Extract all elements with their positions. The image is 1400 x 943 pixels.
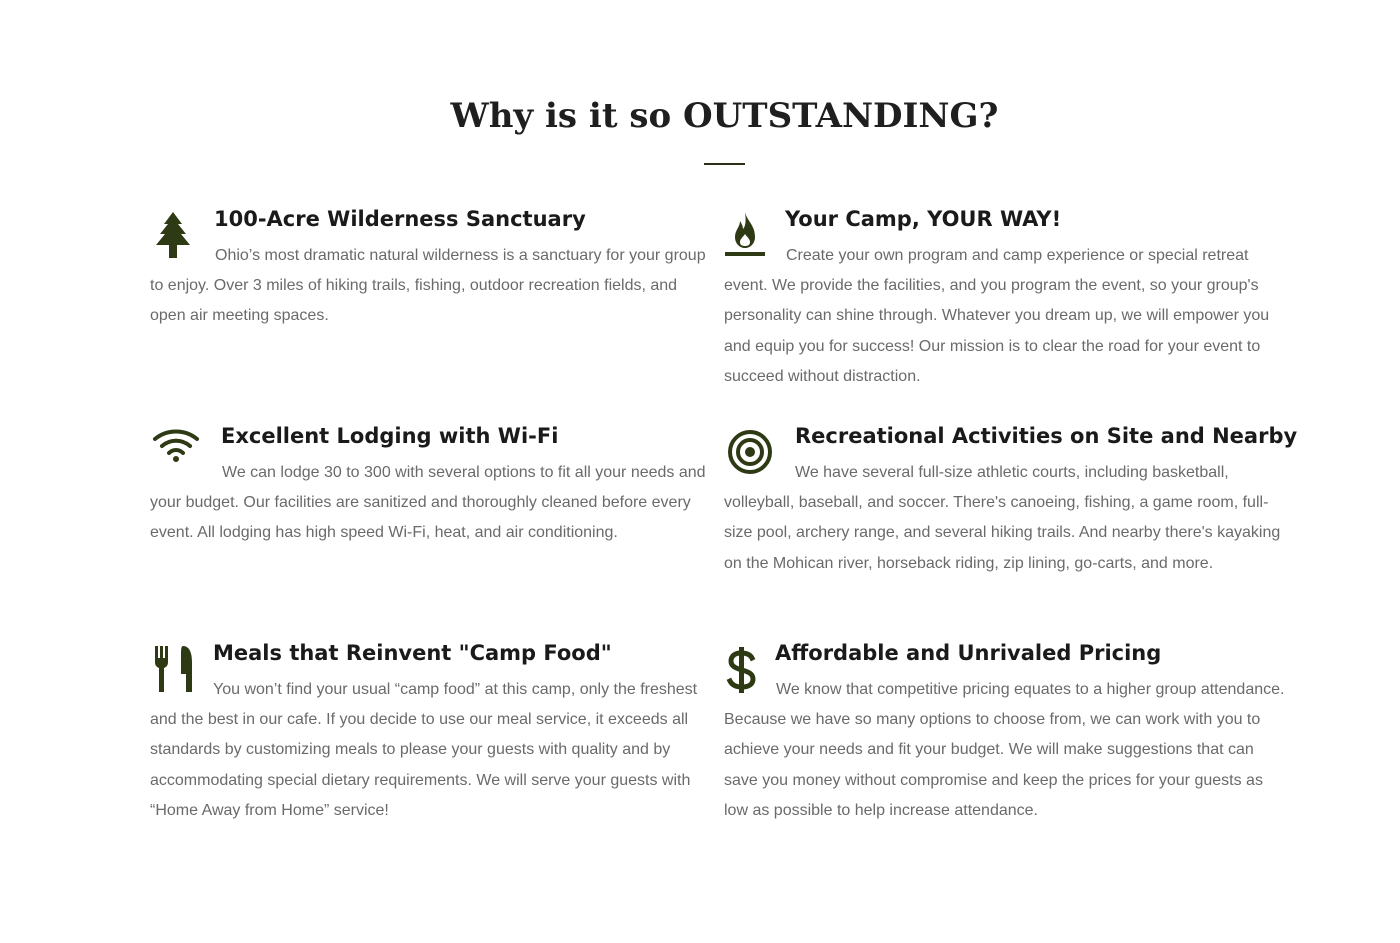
feature-title: Meals that Reinvent "Camp Food" [213, 641, 612, 665]
heading-divider [704, 163, 745, 165]
feature-title: 100-Acre Wilderness Sanctuary [214, 207, 586, 231]
feature-title: Affordable and Unrivaled Pricing [775, 641, 1162, 665]
fork-knife-icon [154, 646, 194, 694]
feature-text: We know that competitive pricing equates to a higher group attendance. Because we have so many options to choose from, we can work with you to achieve your needs and fit your budget. We will make suggestions that can save you money without compromise and keep the prices for your guests as low as possible to help increase attendance. [724, 681, 1285, 819]
feature-text: Ohio’s most dramatic natural wilderness is a sanctuary for your group to enjoy. Over 3 miles of hiking trails, fishing, outdoor recreation fields, and open air meeting spaces. [150, 247, 706, 325]
feature-meals [150, 638, 712, 826]
feature-title: Your Camp, YOUR WAY! [785, 207, 1062, 231]
tree-icon [153, 212, 193, 260]
feature-lodging [150, 421, 712, 549]
feature-pricing [724, 638, 1286, 826]
campfire-icon [724, 210, 766, 258]
feature-wilderness [150, 204, 712, 332]
target-icon [726, 428, 774, 476]
wifi-icon [152, 428, 200, 464]
feature-your-camp [724, 204, 1286, 392]
feature-text: Create your own program and camp experience or special retreat event. We provide the facilities, and you program the event, so your group's personality can shine through. Whatever you dream up, we will empower you and equip you for success! Our mission is to clear the road for your event to succeed without distraction. [724, 247, 1270, 385]
feature-text: We can lodge 30 to 300 with several options to fit all your needs and your budget. Our facilities are sanitized and thoroughly cleaned before every event. All lodging has high speed Wi-Fi, heat, and air conditioning. [150, 464, 706, 542]
feature-text: You won’t find your usual “camp food” at this camp, only the freshest and the best in our cafe. If you decide to use our meal service, it exceeds all standards by customizing meals to please your guests with quality and by accommodating special dietary requirements. We will serve your guests with “Home Away from Home” service! [150, 681, 698, 819]
dollar-icon [726, 646, 758, 694]
feature-recreation [724, 421, 1298, 579]
feature-title: Recreational Activities on Site and Nearby [795, 424, 1298, 448]
feature-text: We have several full-size athletic courts, including basketball, volleyball, baseball, and soccer. There's canoeing, fishing, a game room, full-size pool, archery range, and several hiking trails. And nearby there's kayaking on the Mohican river, horseback riding, zip lining, go-carts, and more. [724, 464, 1281, 572]
feature-title: Excellent Lodging with Wi-Fi [221, 424, 559, 448]
section-heading: Why is it so OUTSTANDING? [450, 96, 999, 136]
